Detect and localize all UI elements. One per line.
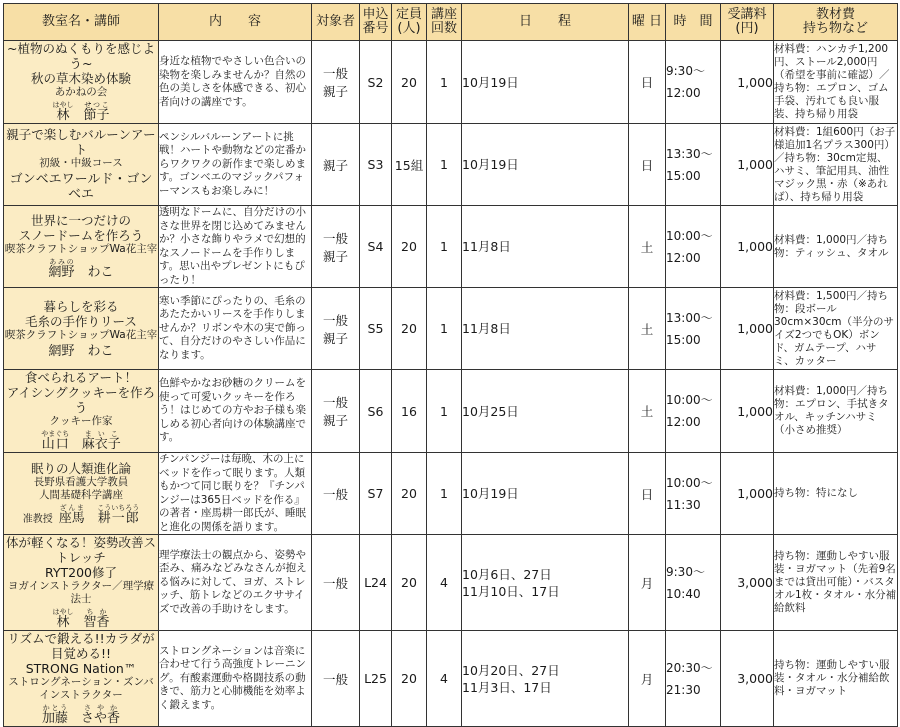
teacher-title: 准教授 — [22, 513, 53, 525]
schedule-dates — [462, 631, 629, 727]
course-title-cell — [4, 206, 159, 288]
course-description: 透明なドームに、自分だけの小さな世界を閉じ込めてみませんか？小さな飾りやラメで幻想的なスノードームを手作りします。思い出やプレゼントにもぴったり！ — [159, 206, 312, 288]
target-item: 親子 — [322, 413, 348, 428]
materials-info: 持ち物：運動しやすい服装・ヨガマット（先着9名までは貸出可能）・バスタオル1枚・タオル・水分補給飲料 — [774, 535, 898, 631]
weekday: 月 — [629, 631, 666, 727]
capacity: 20 — [392, 631, 427, 727]
course-subtitle: 喫茶クラフトショップWa花主宰 — [4, 328, 158, 341]
course-title-cell — [4, 288, 159, 370]
name-kanji: 座馬 — [58, 510, 85, 526]
name-reading: はやし — [52, 101, 74, 109]
teacher-name-part — [52, 101, 74, 123]
header-fee: 受講料 (円) — [721, 4, 774, 41]
course-name: ~植物のぬくもりを感じよう~ — [7, 41, 155, 71]
weekday: 日 — [629, 41, 666, 124]
name-kanji: さや香 — [81, 711, 121, 726]
capacity: 20 — [392, 41, 427, 124]
session-count: 1 — [427, 206, 462, 288]
time-line: 21:30 — [666, 682, 701, 697]
course-description: 理学療法士の観点から、姿勢や歪み、痛みなどみなさんが抱える悩みに対して、ヨガ、ストレッチ、筋トレなどのエクササイズで改善の手助けをします。 — [159, 535, 312, 631]
course-description: チンパンジーは毎晩、木の上にベッドを作って眠ります。人類もかつて同じ眠りを？『チンパンジーは365日ベッドを作る』の著者・座馬耕一郎氏が、睡眠と進化の関係を語ります。 — [159, 453, 312, 535]
weekday: 土 — [629, 206, 666, 288]
session-count: 1 — [427, 453, 462, 535]
header-materials: 教材費 持ち物など — [774, 4, 898, 41]
target-item: 一般 — [322, 486, 348, 502]
course-title-cell — [4, 535, 159, 631]
time-line: 15:00 — [666, 332, 701, 347]
table-row — [4, 535, 898, 631]
time-line: 10:00～ — [666, 393, 713, 407]
capacity: 20 — [392, 206, 427, 288]
table-row — [4, 453, 898, 535]
time-range — [666, 631, 721, 727]
weekday: 土 — [629, 288, 666, 370]
header-target: 対象者 — [312, 4, 360, 41]
teacher-name-part — [58, 503, 85, 526]
date-line: 11月8日 — [462, 321, 511, 336]
session-count: 1 — [427, 124, 462, 206]
table-row — [4, 206, 898, 288]
capacity: 16 — [392, 370, 427, 453]
target-audience — [312, 288, 360, 370]
time-line: 12:00 — [666, 86, 701, 100]
session-count: 4 — [427, 631, 462, 727]
target-item: 親子 — [322, 248, 348, 264]
teacher-name-part: 網野 — [48, 343, 75, 359]
capacity: 15組 — [392, 124, 427, 206]
time-range — [666, 370, 721, 453]
name-kanji: 智香 — [83, 615, 110, 630]
date-line: 11月8日 — [462, 239, 511, 254]
time-range — [666, 124, 721, 206]
name-reading: はやし — [52, 608, 74, 616]
course-name: 世界に一つだけの — [30, 213, 131, 228]
application-code: S6 — [360, 370, 392, 453]
session-count: 1 — [427, 288, 462, 370]
teacher-name-part — [41, 704, 68, 726]
time-range — [666, 535, 721, 631]
time-range — [666, 41, 721, 124]
name-reading: ちか — [83, 608, 110, 616]
application-code: L25 — [360, 631, 392, 727]
course-description: 寒い季節にぴったりの、毛糸のあたたかいリースを手作りしませんか？リボンや木の実で飾って、自分だけのやさしい作品になります。 — [159, 288, 312, 370]
time-range — [666, 453, 721, 535]
header-code: 申込 番号 — [360, 4, 392, 41]
course-title-cell — [4, 370, 159, 453]
capacity: 20 — [392, 453, 427, 535]
teacher-name-part — [81, 704, 121, 726]
header-sessions: 講座 回数 — [427, 4, 462, 41]
application-code: S4 — [360, 206, 392, 288]
name-kanji: 麻衣子 — [81, 437, 121, 452]
target-item: 一般 — [322, 671, 348, 687]
target-item: 一般 — [322, 230, 348, 246]
target-audience — [312, 535, 360, 631]
materials-info: 材料費：1,000円／持ち物：ティッシュ、タオル — [774, 206, 898, 288]
header-time: 時 間 — [666, 4, 721, 41]
name-reading: せつこ — [83, 101, 110, 109]
course-subtitle: 初級・中級コース — [39, 157, 123, 169]
target-item: 親子 — [322, 330, 348, 346]
time-line: 12:00 — [666, 415, 701, 429]
course-description: ペンシルバルーンアートに挑戦！ハートや動物などの定番からワクワクの新作まで楽しめます。ゴンベエのマジックパフォーマンスもお楽しみに！ — [159, 124, 312, 206]
course-description: ストロングネーションは音楽に合わせて行う高強度トレーニング。有酸素運動や格闘技系の動きで、筋力と心肺機能を効率よく鍛えます。 — [159, 631, 312, 727]
teacher-name — [4, 608, 158, 630]
materials-info: 材料費：1,000円／持ち物：エプロン、手拭きタオル、キッチンハサミ（小さめ推奨） — [774, 370, 898, 453]
application-code: L24 — [360, 535, 392, 631]
application-code: S7 — [360, 453, 392, 535]
name-kanji: 林 — [52, 615, 74, 630]
session-count: 1 — [427, 41, 462, 124]
course-name: 秋の草木染め体験 — [30, 71, 131, 86]
target-item: 一般 — [322, 575, 348, 591]
session-count: 1 — [427, 370, 462, 453]
course-name: RYT200修了 — [44, 565, 117, 580]
time-line: 13:30～ — [666, 146, 713, 161]
time-line: 11:30 — [666, 497, 701, 512]
target-audience — [312, 370, 360, 453]
name-kanji: 節子 — [83, 108, 110, 123]
name-kanji: 林 — [52, 108, 74, 123]
materials-info: 材料費：ハンカチ1,200円、ストール2,000円（希望を事前に確認）／持ち物：エプロン、ゴム手袋、汚れても良い服装、持ち帰り用袋 — [774, 41, 898, 124]
time-line: 12:00 — [666, 250, 701, 265]
course-description: 身近な植物でやさしい色合いの染物を楽しみませんか？自然の色の美しさを体感できる、初心者向けの講座です。 — [159, 41, 312, 124]
teacher-name-part: わこ — [87, 265, 114, 280]
time-line: 20:30～ — [666, 660, 713, 675]
course-fee: 3,000 — [721, 631, 774, 727]
time-line: 10:40 — [666, 586, 701, 601]
name-kanji: 山口 — [41, 437, 70, 452]
course-subtitle: 人間基礎科学講座 — [39, 488, 123, 501]
schedule-dates — [462, 453, 629, 535]
name-reading: こういちろう — [97, 503, 140, 512]
header-capacity: 定員 (人) — [392, 4, 427, 41]
course-title-cell — [4, 41, 159, 124]
course-name: 体が軽くなる！姿勢改善ストレッチ — [5, 535, 156, 565]
course-name: リズムで鍛える!!カラダが目覚める!! — [7, 631, 155, 661]
target-audience — [312, 41, 360, 124]
course-name: スノードームを作ろう — [18, 228, 144, 243]
table-row — [4, 41, 898, 124]
course-name: アイシングクッキーを作ろう — [6, 385, 156, 415]
teacher-name-part — [48, 258, 75, 280]
schedule-dates — [462, 535, 629, 631]
date-line: 10月6日、27日 — [462, 566, 552, 582]
time-range — [666, 288, 721, 370]
target-item: 一般 — [322, 312, 348, 328]
target-item: 親子 — [322, 157, 348, 173]
name-kanji: 耕一郎 — [97, 510, 140, 526]
course-subtitle: クッキー作家 — [49, 415, 113, 427]
time-line: 9:30～ — [666, 564, 705, 579]
target-audience — [312, 206, 360, 288]
date-line: 10月20日、27日 — [462, 662, 560, 678]
capacity: 20 — [392, 535, 427, 631]
course-description: 色鮮やかなお砂糖のクリームを使って可愛いクッキーを作ろう！はじめての方やお子様も楽しめる初心者向けの体験講座です。 — [159, 370, 312, 453]
name-reading: あみの — [48, 258, 75, 266]
target-audience — [312, 631, 360, 727]
application-code: S2 — [360, 41, 392, 124]
header-course: 教室名・講師 — [4, 4, 159, 41]
course-name: 親子で楽しむバルーンアート — [6, 127, 156, 157]
weekday: 日 — [629, 124, 666, 206]
schedule-dates — [462, 206, 629, 288]
name-reading: やまぐち — [41, 430, 70, 438]
teacher-name — [4, 172, 158, 202]
name-reading: かとう — [41, 704, 68, 712]
name-reading: さやか — [81, 704, 121, 712]
date-line: 11月3日、17日 — [462, 679, 552, 695]
name-kanji: 加藤 — [41, 711, 68, 726]
course-fee: 1,000 — [721, 124, 774, 206]
teacher-name — [4, 101, 158, 123]
teacher-name-part — [81, 430, 121, 452]
course-name: 食べられるアート！ — [24, 370, 138, 385]
course-subtitle: あかねの会 — [54, 86, 108, 98]
name-kanji: 網野 — [48, 265, 75, 280]
target-audience — [312, 124, 360, 206]
capacity: 20 — [392, 288, 427, 370]
teacher-name-part: わこ — [87, 343, 114, 359]
course-fee: 3,000 — [721, 535, 774, 631]
teacher-name — [4, 344, 158, 359]
header-date: 日 程 — [462, 4, 629, 41]
date-line: 10月19日 — [462, 157, 519, 172]
teacher-name-part — [41, 430, 70, 452]
time-range — [666, 206, 721, 288]
date-line: 10月19日 — [462, 74, 519, 90]
teacher-name — [4, 430, 158, 452]
materials-info: 持ち物：運動しやすい服装・タオル・水分補給飲料・ヨガマット — [774, 631, 898, 727]
time-line: 15:00 — [666, 168, 701, 183]
course-subtitle: 長野県看護大学教員 — [33, 475, 129, 488]
table-row — [4, 288, 898, 370]
weekday: 土 — [629, 370, 666, 453]
course-fee: 1,000 — [721, 288, 774, 370]
course-fee: 1,000 — [721, 206, 774, 288]
header-weekday: 曜 日 — [629, 4, 666, 41]
application-code: S5 — [360, 288, 392, 370]
schedule-dates — [462, 124, 629, 206]
teacher-name-part — [97, 503, 140, 526]
course-fee: 1,000 — [721, 41, 774, 124]
schedule-dates — [462, 370, 629, 453]
teacher-name — [4, 504, 158, 527]
time-line: 10:00～ — [666, 475, 713, 490]
target-item: 一般 — [322, 395, 348, 410]
time-line: 9:30～ — [666, 64, 705, 78]
course-name: 暮らしを彩る — [43, 298, 119, 314]
weekday: 日 — [629, 453, 666, 535]
teacher-name-part — [83, 608, 110, 630]
header-content: 内 容 — [159, 4, 312, 41]
materials-info: 持ち物：特になし — [774, 453, 898, 535]
teacher-name — [4, 258, 158, 280]
header-row — [4, 4, 898, 41]
target-audience — [312, 453, 360, 535]
name-reading: ざんま — [58, 503, 85, 512]
schedule-dates — [462, 288, 629, 370]
weekday: 月 — [629, 535, 666, 631]
time-line: 13:00～ — [666, 310, 713, 325]
course-title-cell — [4, 631, 159, 727]
course-fee: 1,000 — [721, 453, 774, 535]
table-row — [4, 370, 898, 453]
schedule-dates — [462, 41, 629, 124]
course-name: 眠りの人類進化論 — [30, 460, 131, 476]
course-title-cell — [4, 453, 159, 535]
course-name: STRONG Nation™ — [25, 661, 137, 676]
table-row — [4, 631, 898, 727]
date-line: 10月19日 — [462, 486, 519, 501]
course-title-cell — [4, 124, 159, 206]
target-item: 親子 — [322, 84, 348, 99]
teacher-name — [4, 704, 158, 726]
application-code: S3 — [360, 124, 392, 206]
date-line: 10月25日 — [462, 403, 519, 419]
teacher-name-part — [83, 101, 110, 123]
course-name: 毛糸の手作りリース — [25, 313, 137, 329]
session-count: 4 — [427, 535, 462, 631]
course-subtitle: ストロングネーション・ズンバインストラクター — [8, 676, 154, 701]
teacher-name-part: ゴンベエワールド・ゴンベエ — [9, 172, 153, 202]
materials-info: 材料費：1,500円／持ち物：段ボール30cm×30cm（半分のサイズ2つでもOK）ボンド、ガムテープ、ハサミ、カッター — [774, 288, 898, 370]
materials-info: 材料費：1組600円（お子様追加1名プラス300円）／持ち物：30cm定規、ハサミ、筆記用具、油性マジック黒・赤（※あれば）、持ち帰り用袋 — [774, 124, 898, 206]
course-schedule-table — [3, 3, 898, 727]
course-fee: 1,000 — [721, 370, 774, 453]
teacher-name-part — [52, 608, 74, 630]
time-line: 10:00～ — [666, 228, 713, 243]
course-subtitle: ヨガインストラクター／理学療法士 — [7, 580, 155, 605]
course-subtitle: 喫茶クラフトショップWa花主宰 — [4, 243, 158, 255]
name-reading: まいこ — [81, 430, 121, 438]
date-line: 11月10日、17日 — [462, 583, 560, 599]
table-row — [4, 124, 898, 206]
target-item: 一般 — [322, 66, 348, 81]
